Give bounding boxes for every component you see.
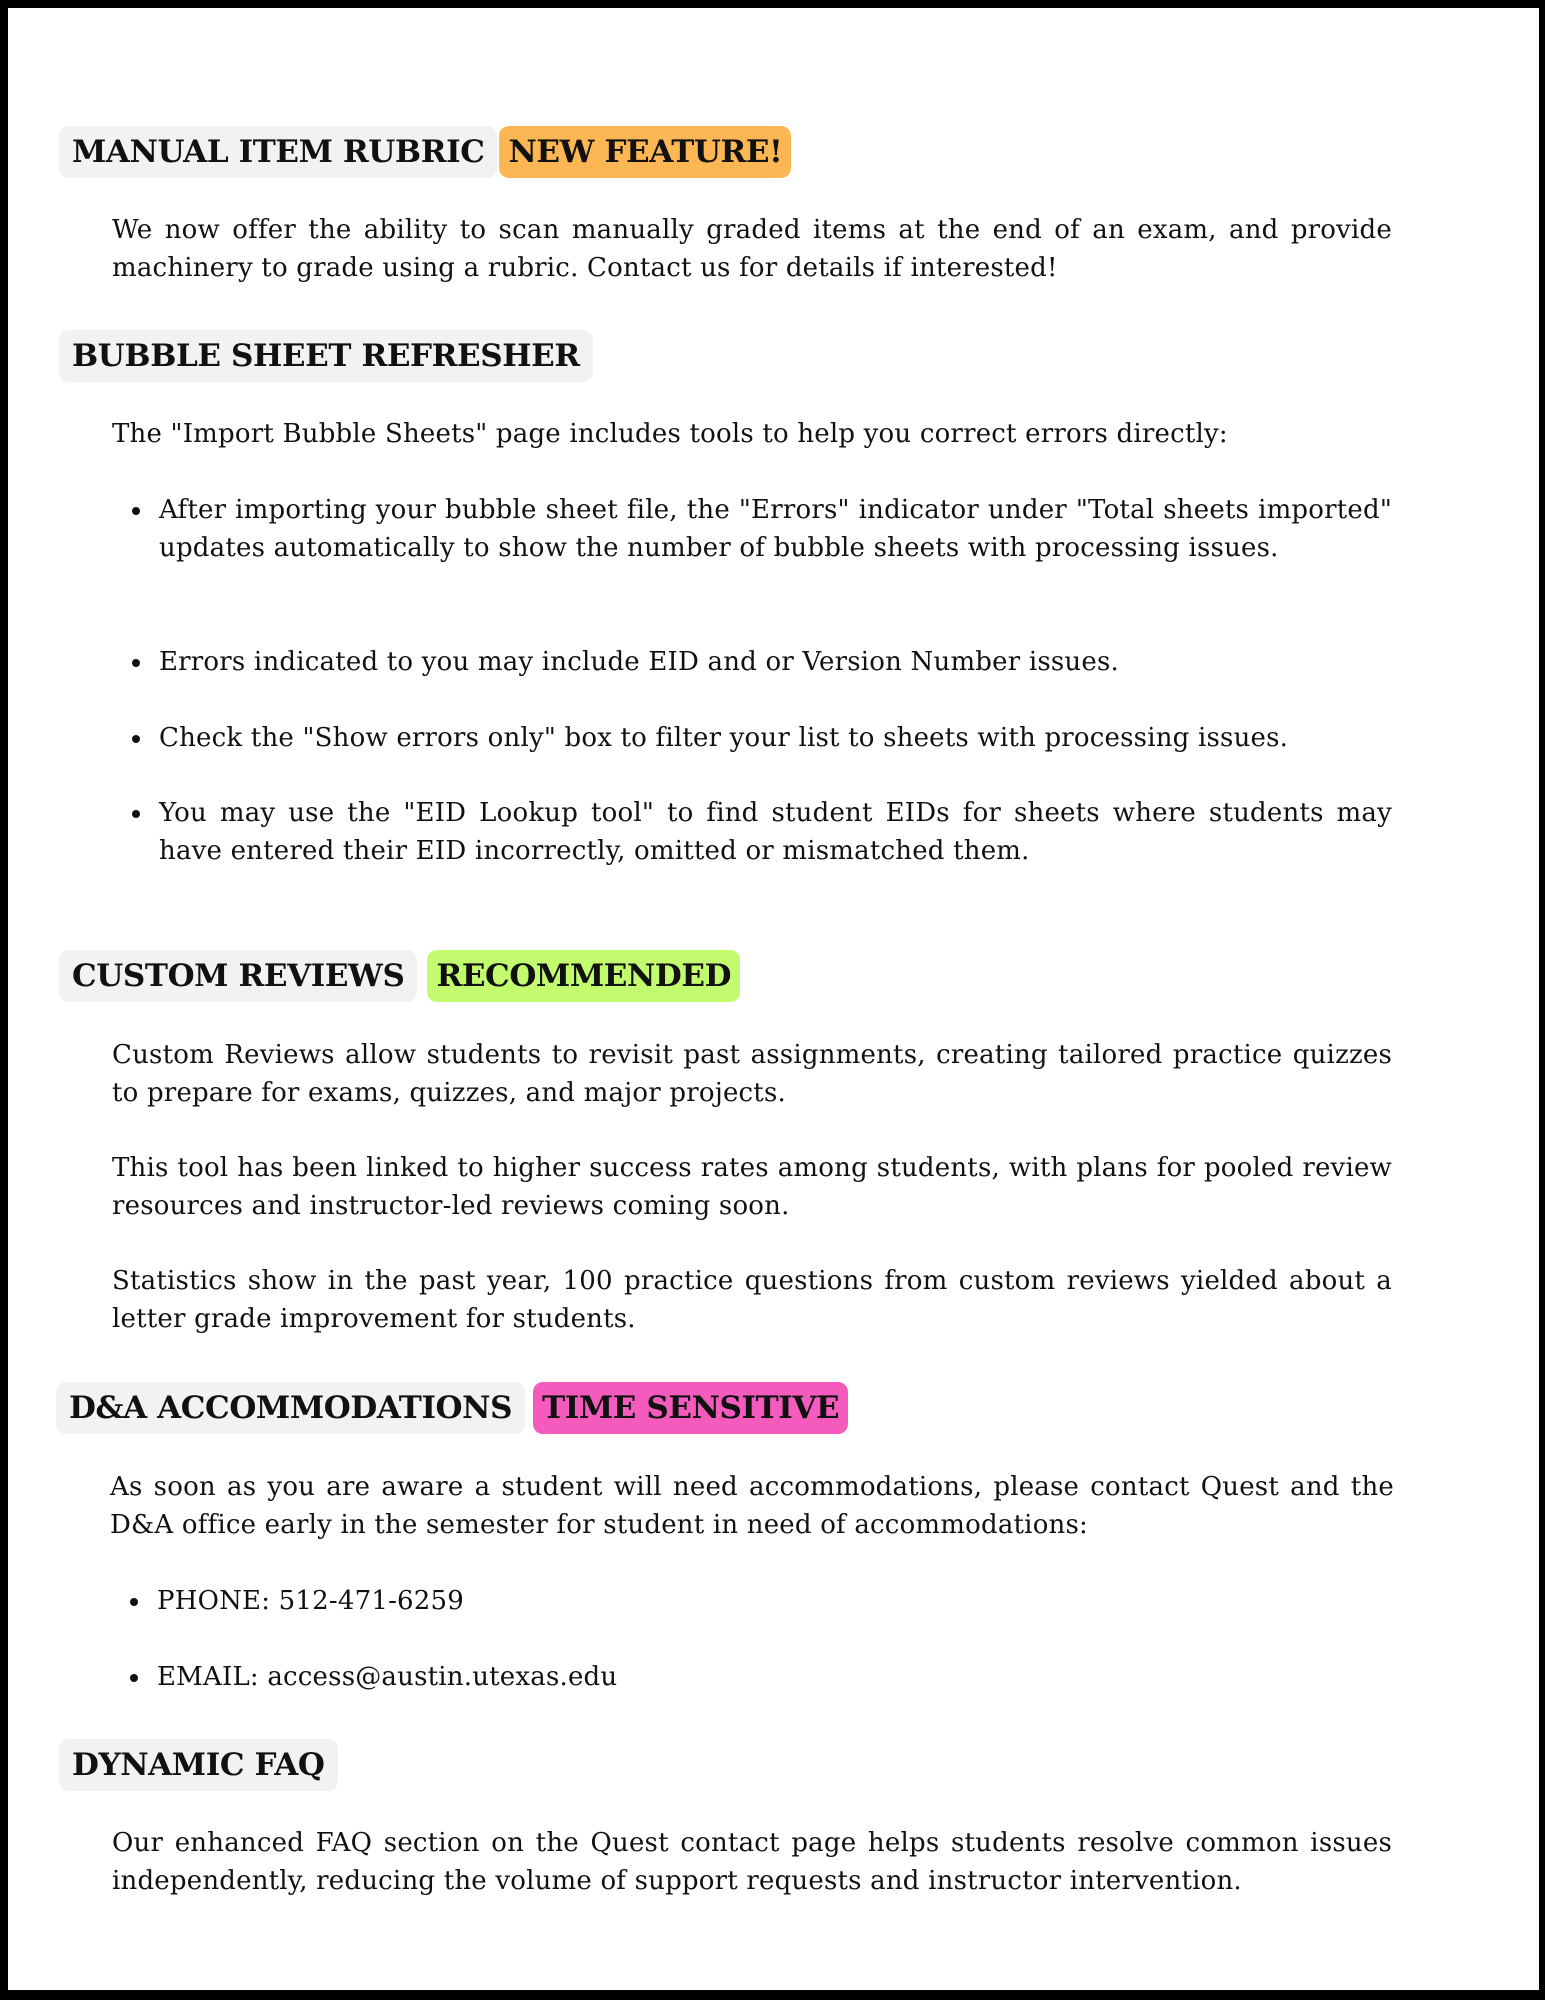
bullet-list [112, 643, 1392, 681]
time-sensitive-badge: TIME SENSITIVE [533, 1382, 848, 1434]
new-feature-badge: NEW FEATURE! [499, 126, 791, 178]
recommended-badge: RECOMMENDED [427, 950, 740, 1002]
section-heading-dynamic-faq [59, 1739, 338, 1791]
paragraph: Statistics show in the past year, 100 practice questions from custom reviews yielded about a letter grade improvement for students. [112, 1266, 1392, 1334]
list-item: After importing your bubble sheet file, the "Errors" indicator under "Total sheets imported" updates automatically to show the number of bubble sheets with processing issues. [112, 491, 1392, 567]
list-item: You may use the "EID Lookup tool" to find student EIDs for sheets where students may have entered their EID incorrectly, omitted or mismatched them. [112, 794, 1392, 870]
paragraph: Our enhanced FAQ section on the Quest contact page helps students resolve common issues independently, reducing the volume of support requests and instructor intervention. [112, 1828, 1392, 1896]
paragraph: This tool has been linked to higher success rates among students, with plans for pooled review resources and instructor-led reviews coming soon. [112, 1153, 1392, 1221]
bullet-list [112, 491, 1392, 567]
section-heading-bubble-sheet-refresher [59, 330, 593, 382]
section-title: BUBBLE SHEET REFRESHER [59, 330, 593, 382]
section-heading-da-accommodations [56, 1382, 848, 1434]
paragraph: We now offer the ability to scan manually graded items at the end of an exam, and provide machinery to grade using a rubric. Contact us for details if interested! [112, 215, 1392, 283]
list-item: PHONE: 512-471-6259 [110, 1582, 1390, 1620]
section-title: MANUAL ITEM RUBRIC [59, 126, 497, 178]
bullet-list [112, 719, 1392, 757]
list-item: EMAIL: access@austin.utexas.edu [110, 1658, 1390, 1696]
bullet-list [110, 1582, 1390, 1620]
paragraph-intro: The "Import Bubble Sheets" page includes tools to help you correct errors directly: [112, 419, 1228, 449]
paragraph: Custom Reviews allow students to revisit past assignments, creating tailored practice quizzes to prepare for exams, quizzes, and major projects. [112, 1040, 1392, 1108]
list-item: Check the "Show errors only" box to filter your list to sheets with processing issues. [112, 719, 1392, 757]
section-title: D&A ACCOMMODATIONS [56, 1382, 525, 1434]
list-item: Errors indicated to you may include EID and or Version Number issues. [112, 643, 1392, 681]
section-heading-custom-reviews [59, 950, 740, 1002]
bullet-list [112, 794, 1392, 870]
section-heading-manual-item-rubric [59, 126, 791, 178]
section-title: DYNAMIC FAQ [59, 1739, 338, 1791]
section-title: CUSTOM REVIEWS [59, 950, 417, 1002]
bullet-list [110, 1658, 1390, 1696]
paragraph-intro: As soon as you are aware a student will need accommodations, please contact Quest and the D&A office early in the semester for student in need of accommodations: [110, 1472, 1394, 1540]
